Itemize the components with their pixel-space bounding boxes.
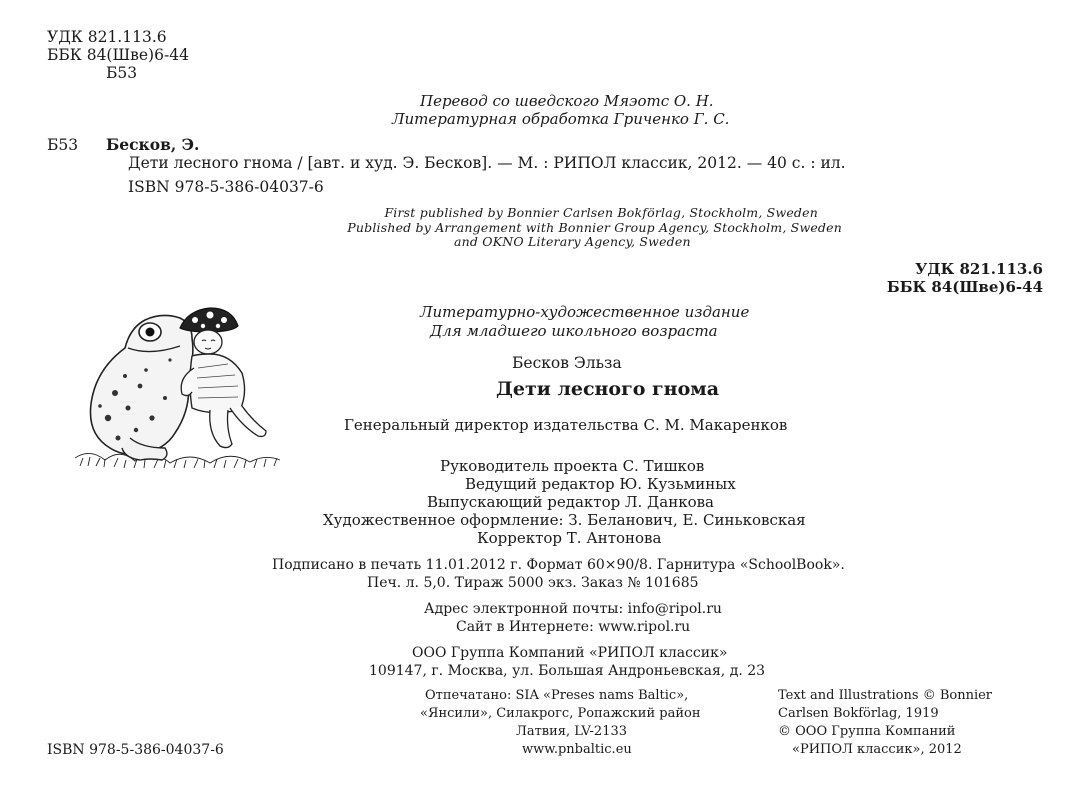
art-design: Художественное оформление: З. Беланович, Е. Синьковская — [323, 511, 806, 529]
printer-line-4: www.pnbaltic.eu — [522, 742, 632, 757]
print-info-line-1: Подписано в печать 11.01.2012 г. Формат 60×90/8. Гарнитура «SchoolBook». — [272, 557, 845, 573]
literary-adaptation-line: Литературная обработка Гриченко Г. С. — [392, 110, 730, 128]
copyright-line-4: «РИПОЛ классик», 2012 — [792, 742, 962, 757]
frog-and-gnome-child-illustration — [70, 298, 285, 473]
translator-line: Перевод со шведского Мяэотс О. Н. — [420, 92, 714, 110]
general-director: Генеральный директор издательства С. М. Макаренков — [344, 416, 788, 434]
credit-line-3: and OKNO Literary Agency, Sweden — [454, 234, 691, 249]
copyright-line-2: Carlsen Bokförlag, 1919 — [778, 706, 939, 721]
author-code-top: Б53 — [106, 64, 138, 82]
catalog-code: Б53 — [47, 136, 79, 154]
edition-title: Дети лесного гнома — [496, 378, 720, 400]
bottom-isbn: ISBN 978-5-386-04037-6 — [47, 742, 224, 758]
catalog-description: Дети лесного гнома / [авт. и худ. Э. Бесков]. — М. : РИПОЛ классик, 2012. — 40 с. : ил. — [128, 154, 846, 172]
edition-author: Бесков Эльза — [512, 354, 622, 372]
copyright-line-1: Text and Illustrations © Bonnier — [778, 688, 993, 703]
lead-editor: Ведущий редактор Ю. Кузьминых — [465, 475, 736, 493]
project-lead: Руководитель проекта С. Тишков — [440, 457, 705, 475]
publisher-address: 109147, г. Москва, ул. Большая Андроньевская, д. 23 — [369, 663, 766, 679]
credit-line-2: Published by Arrangement with Bonnier Group Agency, Stockholm, Sweden — [347, 220, 842, 235]
catalog-author: Бесков, Э. — [106, 135, 200, 154]
edition-type: Литературно-художественное издание — [420, 303, 750, 321]
edition-audience: Для младшего школьного возраста — [430, 322, 718, 340]
printer-line-1: Отпечатано: SIA «Preses nams Baltic», — [425, 688, 689, 703]
release-editor: Выпускающий редактор Л. Данкова — [427, 493, 714, 511]
contact-site: Сайт в Интернете: www.ripol.ru — [456, 619, 691, 635]
printer-line-2: «Янсили», Силакрогс, Ропажский район — [420, 706, 701, 721]
udk-top: УДК 821.113.6 — [47, 28, 167, 46]
catalog-isbn: ISBN 978-5-386-04037-6 — [128, 178, 324, 196]
publisher-name: ООО Группа Компаний «РИПОЛ классик» — [412, 645, 728, 661]
credit-line-1: First published by Bonnier Carlsen Bokförlag, Stockholm, Sweden — [384, 205, 818, 220]
bbk-right: ББК 84(Шве)6-44 — [886, 278, 1043, 296]
print-info-line-2: Печ. л. 5,0. Тираж 5000 экз. Заказ № 101685 — [367, 575, 699, 591]
contact-email: Адрес электронной почты: info@ripol.ru — [424, 601, 722, 617]
bbk-top: ББК 84(Шве)6-44 — [47, 46, 189, 64]
printer-line-3: Латвия, LV-2133 — [516, 724, 628, 739]
copyright-line-3: © ООО Группа Компаний — [778, 724, 956, 739]
proofreader: Корректор Т. Антонова — [477, 529, 662, 547]
udk-right: УДК 821.113.6 — [915, 260, 1043, 278]
